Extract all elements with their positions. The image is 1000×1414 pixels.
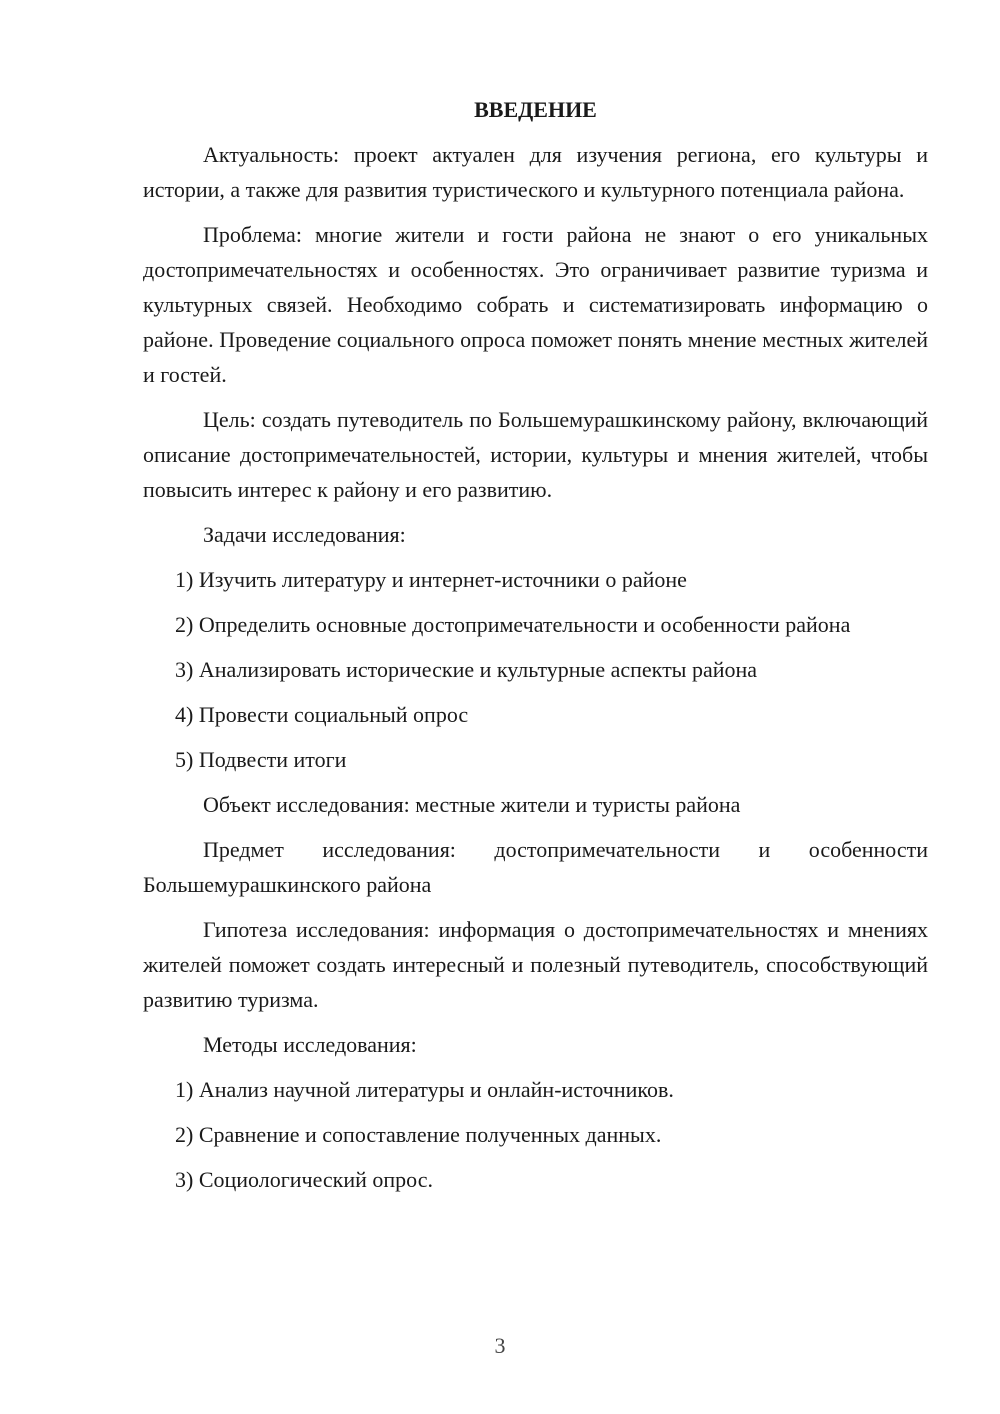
task-item: 2) Определить основные достопримечательности и особенности района: [175, 612, 851, 637]
relevance-paragraph: Актуальность: проект актуален для изучения региона, его культуры и истории, а также для развития туристического и культурного потенциала района.: [143, 142, 928, 202]
method-item: 2) Сравнение и сопоставление полученных данных.: [175, 1122, 662, 1147]
tasks-heading: Задачи исследования:: [203, 522, 406, 547]
page-number: 3: [494, 1333, 506, 1358]
subject-paragraph: Предмет исследования: достопримечательности и особенности Большемурашкинского района: [143, 837, 928, 897]
problem-paragraph: Проблема: многие жители и гости района не знают о его уникальных достопримечательностях и особенностях. Это ограничивает развитие туризма и культурных связей. Необходимо собрать и систематизировать информацию о районе. Проведение социального опроса поможет понять мнение местных жителей и гостей.: [143, 222, 928, 387]
goal-paragraph: Цель: создать путеводитель по Большемурашкинскому району, включающий описание достопримечательностей, истории, культуры и мнения жителей, чтобы повысить интерес к району и его развитию.: [143, 407, 928, 502]
method-item: 3) Социологический опрос.: [175, 1167, 433, 1192]
object-paragraph: Объект исследования: местные жители и туристы района: [203, 792, 741, 817]
page-title: ВВЕДЕНИЕ: [474, 97, 597, 122]
method-item: 1) Анализ научной литературы и онлайн-источников.: [175, 1077, 674, 1102]
task-item: 4) Провести социальный опрос: [175, 702, 469, 727]
document-page: [143, 92, 928, 1207]
methods-heading: Методы исследования:: [203, 1032, 417, 1057]
hypothesis-paragraph: Гипотеза исследования: информация о достопримечательностях и мнениях жителей поможет создать интересный и полезный путеводитель, способствующий развитию туризма.: [143, 917, 928, 1012]
task-item: 5) Подвести итоги: [175, 747, 347, 772]
task-item: 3) Анализировать исторические и культурные аспекты района: [175, 657, 758, 682]
task-item: 1) Изучить литературу и интернет-источники о районе: [175, 567, 687, 592]
